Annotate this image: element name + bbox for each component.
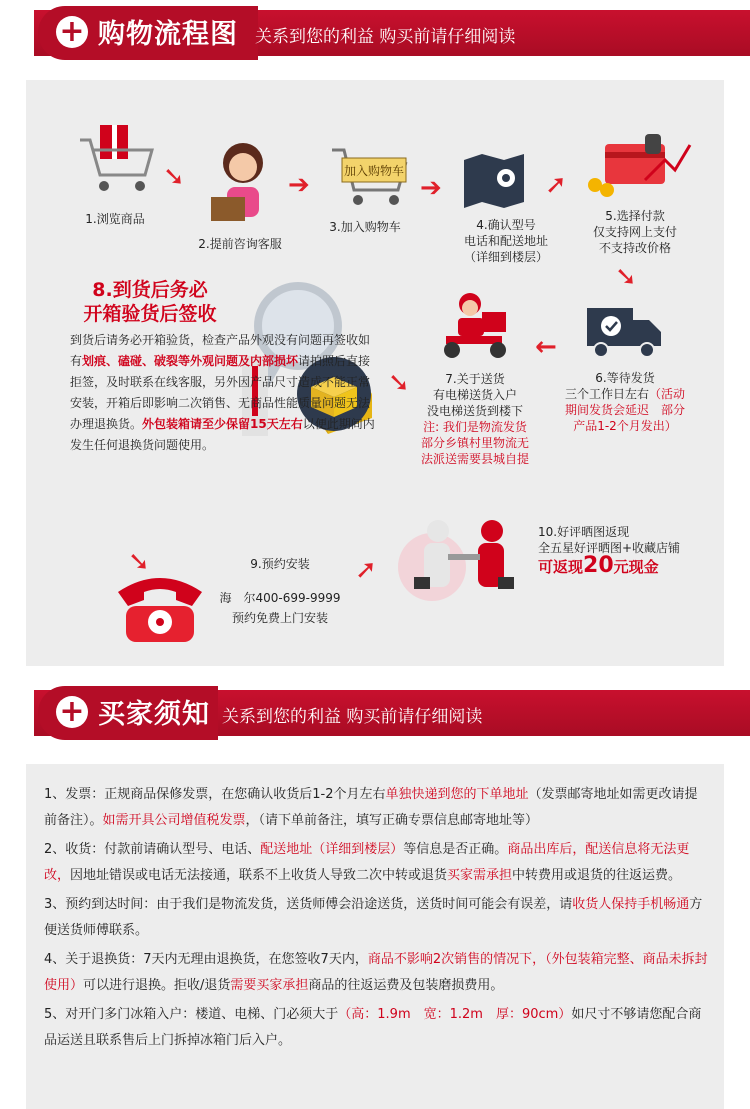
- step-10-label: [538, 524, 718, 578]
- step-5-line-2: 仅支持网上支付: [592, 225, 677, 239]
- arrow-icon: ➘: [163, 162, 185, 192]
- step-2-label: 2.提前咨询客服: [198, 237, 282, 251]
- step-5-label: [575, 208, 695, 256]
- step-9-label: [200, 556, 360, 626]
- notice-text: （发票邮寄地址如需更改请提前备注）。: [44, 787, 698, 828]
- step-9-line-1: 9.预约安装: [250, 557, 310, 571]
- arrow-icon: ➚: [355, 555, 377, 585]
- step-5-line-1: 5.选择付款: [605, 209, 665, 223]
- notice-highlight: 单独快递到您的下单地址: [385, 787, 529, 802]
- notice-item-returns: [44, 947, 709, 999]
- notice-text: 等信息是否正确。: [403, 842, 508, 857]
- step-7-line-6: 法派送需要县城自提: [420, 452, 529, 466]
- map-location-icon: [462, 152, 528, 212]
- plus-icon: +: [56, 696, 88, 728]
- telephone-icon: [110, 570, 210, 650]
- notice-text: 方便送货师傅联系。: [44, 897, 703, 938]
- step-4-line-1: 4.确认型号: [476, 218, 536, 232]
- arrow-icon: ➘: [615, 262, 637, 292]
- step-7-line-1: 7.关于送货: [445, 372, 505, 386]
- arrow-icon: ➘: [128, 547, 150, 577]
- step-8-text-1: 到货后请务必开箱验货，检查产品外观没有问题再签收如有: [70, 333, 371, 368]
- step-8-warning-2: 外包装箱请至少保留15天左右: [142, 417, 303, 431]
- cashback-prefix: 可返现: [538, 558, 584, 576]
- step-9-line-3: 预约免费上门安装: [231, 611, 328, 625]
- cart-sign-text: 加入购物车: [343, 164, 405, 178]
- step-10-line-1: 10.好评晒图返现: [538, 525, 630, 539]
- customer-service-icon: [205, 135, 280, 225]
- notice-text: 5、对开门多门冰箱入户：楼道、电梯、门必须大于: [44, 1007, 339, 1022]
- handshake-icon: [398, 515, 538, 615]
- step-8-text-2: 请拍照后直接拒签，及时联系在线客服，另外因产品尺寸造成不能正常安装，开箱后即影响二次销售、无商品性能质量问题无法办理退换货。: [70, 354, 371, 431]
- step-8-title-line-2: 开箱验货后签收: [83, 303, 217, 325]
- notice-text: 4、关于退换货：7天内无理由退换货，在您签收7天内，: [44, 952, 368, 967]
- notice-text: 1、发票：正规商品保修发票，在您确认收货后1-2个月左右: [44, 787, 386, 802]
- arrow-icon: ➔: [420, 173, 442, 203]
- notice-highlight: 如需开具公司增值税发票: [102, 813, 246, 828]
- step-8-warning-1: 划痕、磕碰、破裂等外观问题及内部损坏: [82, 354, 299, 368]
- notice-list: [44, 782, 709, 1057]
- notice-item-arrival: [44, 892, 709, 944]
- section-header-notice: [0, 680, 750, 748]
- notice-highlight: 收货人保持手机畅通: [572, 897, 690, 912]
- step-6-label: [550, 370, 700, 434]
- step-6-line-3: （活动: [649, 387, 686, 401]
- notice-item-invoice: [44, 782, 709, 834]
- step-6-line-4: 期间发货会延迟 部分: [564, 403, 685, 417]
- step-4-line-3: （详细到楼层）: [463, 250, 548, 264]
- step-6-line-5: 产品1-2个月发出）: [573, 419, 677, 433]
- notice-text: 中转费用或退货的往返运费。: [512, 868, 682, 883]
- step-3-label: 3.加入购物车: [329, 220, 401, 234]
- step-7-line-4: 注: 我们是物流发货: [423, 420, 527, 434]
- step-7-line-2: 有电梯送货入户: [432, 388, 517, 402]
- step-8-title-line-1: 8.到货后务必: [92, 279, 208, 301]
- arrow-icon: ➔: [288, 170, 310, 200]
- plus-icon: +: [56, 16, 88, 48]
- step-8-paragraph: [70, 330, 380, 456]
- step-8-title: [70, 278, 230, 326]
- section-title: 买家须知: [98, 699, 210, 730]
- notice-highlight: 商品出库后，配送信息将无法更改，: [44, 842, 690, 883]
- arrow-icon: ←: [535, 332, 557, 362]
- delivery-scooter-icon: [436, 290, 516, 362]
- notice-highlight: （高：1.9m 宽：1.2m 厚：90cm）: [338, 1007, 572, 1022]
- step-6-line-1: 6.等待发货: [595, 371, 655, 385]
- notice-text: 3、预约到达时间：由于我们是物流发货，送货师傅会沿途送货，送货时间可能会有误差，请: [44, 897, 573, 912]
- step-5-line-3: 不支持改价格: [598, 241, 671, 255]
- section-header-flow: [0, 0, 750, 68]
- step-1-label: 1.浏览商品: [85, 212, 145, 226]
- arrow-icon: ➘: [388, 368, 410, 398]
- notice-highlight: 商品不影响2次销售的情况下，（外包装箱完整、商品未拆封使用）: [44, 952, 708, 993]
- section-title: 购物流程图: [98, 19, 238, 50]
- step-10-cashback: [538, 553, 718, 578]
- notice-highlight: 买家需承担: [447, 868, 513, 883]
- step-8-text-3: 以便此期间内发生任何退换货问题使用。: [70, 417, 375, 452]
- step-9-phone: 海 尔400-699-9999: [219, 591, 341, 605]
- cashback-suffix: 元现金: [613, 558, 659, 576]
- notice-highlight: 配送地址（详细到楼层）: [260, 842, 404, 857]
- notice-text: 因地址错误或电话无法接通，联系不上收货人导致二次中转或退货: [70, 868, 448, 883]
- delivery-truck-icon: [585, 300, 665, 362]
- payment-card-icon: [585, 130, 695, 205]
- notice-highlight: 需要买家承担: [230, 978, 309, 993]
- shopping-cart-gift-icon: [70, 120, 160, 200]
- notice-text: 可以进行退换。拒收/退货: [83, 978, 231, 993]
- step-7-line-5: 部分乡镇村里物流无: [420, 436, 529, 450]
- add-to-cart-icon: [328, 140, 413, 210]
- step-10-line-2: 全五星好评晒图+收藏店铺: [538, 541, 681, 555]
- notice-text: 如尺寸不够请您配合商品运送且联系售后上门拆掉冰箱门后入户。: [44, 1007, 702, 1048]
- section-subtitle: 关系到您的利益 购买前请仔细阅读: [222, 707, 483, 727]
- step-6-line-2: 三个工作日左右: [564, 387, 649, 401]
- section-subtitle: 关系到您的利益 购买前请仔细阅读: [255, 27, 516, 47]
- step-4-label: [436, 217, 576, 265]
- notice-item-receipt: [44, 837, 709, 889]
- step-4-line-2: 电话和配送地址: [463, 234, 548, 248]
- step-7-line-3: 没电梯送货到楼下: [426, 404, 523, 418]
- step-7-label: [405, 371, 545, 467]
- cashback-amount: 20: [583, 553, 614, 578]
- arrow-icon: ➚: [545, 170, 567, 200]
- notice-text: 商品的往返运费及包装磨损费用。: [308, 978, 504, 993]
- notice-text: 2、收货：付款前请确认型号、电话、: [44, 842, 261, 857]
- notice-item-fridge: [44, 1002, 709, 1054]
- notice-text: ，（请下单前备注，填写正确专票信息邮寄地址等）: [245, 813, 539, 828]
